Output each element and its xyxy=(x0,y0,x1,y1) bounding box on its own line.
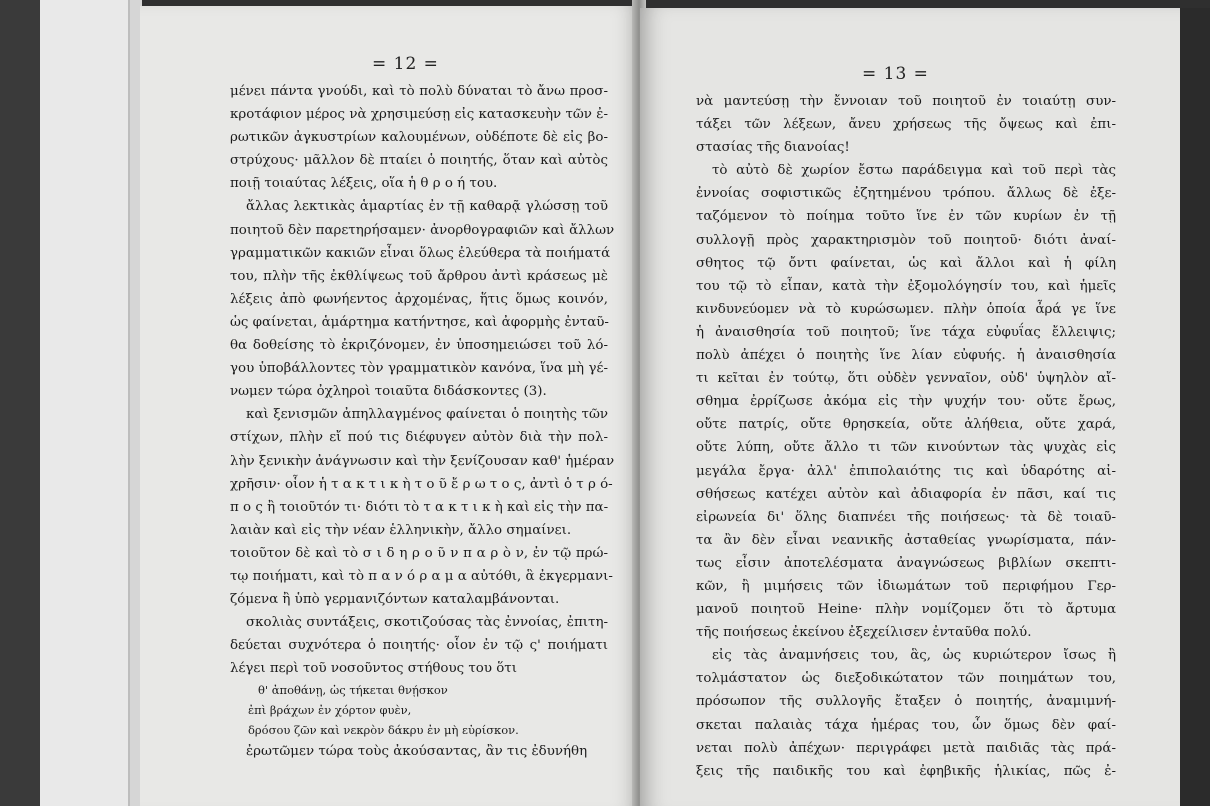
text-line: του, πλὴν τῆς ἐκθλίψεως τοῦ ἄρθρου ἀντὶ κράσεως μὲ xyxy=(230,268,608,284)
text-line: γραμματικῶν κακιῶν εἶναι ὅλως ἐλεύθερα τὰ ποιήματά xyxy=(230,245,611,261)
text-line: θα δοθείσης τὸ ἐκριζόνομεν, ἐν ὑποσημειώσει τοῦ λό- xyxy=(230,338,608,354)
text-line: τολμάστατον ὡς διεξοδικώτατον τῶν ποιημάτων του, xyxy=(696,671,1116,687)
text-line: νεται πολὺ ἀπέχων· περιγράφει μετὰ παιδιᾶς τὰς πρά- xyxy=(696,740,1116,756)
text-line: στασίας τῆς διανοίας! xyxy=(696,140,850,156)
text-line: π ο ς ἢ τοιοῦτόν τι· διότι τὸ τ α κ τ ι κ ὴ καὶ εἰς τὴν πα- xyxy=(230,499,609,515)
text-line: σκολιὰς συντάξεις, σκοτιζούσας τὰς ἐννοίας, ἐπιτη- xyxy=(246,615,608,631)
text-line: δεύεται συχνότερα ὁ ποιητής· οἷον ἐν τῷ ς' ποιήματι xyxy=(230,638,608,654)
text-line: ὡς φαίνεται, ἁμάρτημα κατήντησε, καὶ ἀφορμὴς ἐνταῦ- xyxy=(230,314,609,330)
text-line: εἰς τὰς ἀναμνήσεις του, ἃς, ὡς κυριώτερον ἴσως ἢ xyxy=(712,648,1116,664)
text-line: λὴν ξενικὴν ἀνάγνωσιν καὶ τὴν ξενίζουσαν καθ' ἡμέραν xyxy=(230,453,615,469)
text-line: τως εἶσιν ἀποτελέσματα ἀναγνώσεως βιβλίων σκεπτι- xyxy=(696,555,1116,571)
verse-line: θ' ἀποθάνῃ, ὡς τήκεται θνῄσκον xyxy=(258,683,448,698)
text-line: μένει πάντα γνούδι, καὶ τὸ πολὺ δύναται τὸ ἄνω προσ- xyxy=(230,84,608,99)
text-line: ἐρωτῶμεν τώρα τοὺς ἀκούσαντας, ἂν τις ἐδυνήθη xyxy=(246,744,588,760)
text-line: τῆς ποιήσεως ἐκείνου ἐξεχείλισεν ἐνταῦθα πολύ. xyxy=(696,625,1032,641)
text-line: ποιῇ τοιαύτας λέξεις, οἵα ἡ θ ρ ο ή του. xyxy=(230,176,498,192)
text-line: τάξει τῶν λέξεων, ἄνευ χρήσεως τῆς ὄψεως καὶ ἐπι- xyxy=(696,117,1116,133)
page-number: = 13 = xyxy=(862,64,929,84)
text-line: τοιοῦτον δὲ καὶ τὸ σ ι δ η ρ ο ῦ ν π α ρ ὸ ν, ἐν τῷ πρώ- xyxy=(230,545,608,561)
text-line: ρωτικῶν ἀγκυστρίων καλουμένων, οὐδέποτε δὲ εἰς βο- xyxy=(230,130,608,146)
book-cover-edge xyxy=(1180,8,1210,806)
text-line: κροτάφιον μέρος νὰ χρησιμεύσῃ εἰς κατασκευὴν τῶν ἐ- xyxy=(230,107,608,123)
verse-line: δρόσου ζῶν καὶ νεκρὸν δάκρυ ἐν μὴ εὑρίσκον. xyxy=(248,723,519,738)
text-line: ξεις τῆς παιδικῆς του καὶ ἐφηβικῆς ἡλικίας, πῶς ἐ- xyxy=(696,763,1116,779)
text-line: κινδυνεύομεν νὰ τὸ κυρώσωμεν. πλὴν ὁποία ἆρά γε ἵνε xyxy=(696,301,1116,317)
text-line: συλλογῇ πρὸς χαρακτηρισμὸν τοῦ ποιητοῦ· διότι ἀναί- xyxy=(696,232,1116,248)
page-body xyxy=(230,80,615,764)
text-line: τα ἂν δὲν εἶναι νεανικῆς ἀσταθείας γνωρίσματα, πάν- xyxy=(696,532,1116,548)
page-body xyxy=(696,90,1116,783)
text-line: στρύχους· μᾶλλον δὲ πταίει ὁ ποιητής, ὅταν καὶ αὐτὸς xyxy=(230,153,608,169)
text-line: νὰ μαντεύσῃ τὴν ἔννοιαν τοῦ ποιητοῦ ἐν τοιαύτῃ συν- xyxy=(696,94,1116,109)
text-line: καὶ ξενισμῶν ἀπηλλαγμένος φαίνεται ὁ ποιητὴς τῶν xyxy=(246,407,608,423)
text-line: ἄλλας λεκτικὰς ἁμαρτίας ἐν τῇ καθαρᾷ γλώσσῃ τοῦ xyxy=(246,199,608,215)
verse-line: ἐπὶ βράχων ἐν χόρτον φυὲν, xyxy=(248,703,412,718)
text-line: τι κεῖται ἐν τούτῳ, ὅτι οὐδὲν γενναῖον, οὐδ' ὑψηλὸν αἴ- xyxy=(696,371,1116,387)
text-line: λέξεις ἀπὸ φωνήεντος ἀρχομένας, ἥτις ὅμως κοινόν, xyxy=(230,291,608,307)
scan-background xyxy=(0,0,40,806)
text-line: ἡ ἀναισθησία τοῦ ποιητοῦ; ἵνε τάχα εὐφυΐας ἔλλειψις; xyxy=(696,324,1116,340)
text-line: νωμεν τώρα ὀχληροὶ τοιαῦτα διδάσκοντες (3). xyxy=(230,384,547,400)
text-line: πρόσωπον τῆς συλλογῆς ἔταξεν ὁ ποιητής, ἀναμιμνή- xyxy=(696,694,1116,710)
text-line: ταζόμενον τὸ ποίημα τοῦτο ἵνε ἐν τῶν κυρίων ἐν τῇ xyxy=(696,209,1116,225)
text-line: μανοῦ ποιητοῦ Heine· πλὴν νομίζομεν ὅτι τὸ ἄρτυμα xyxy=(696,602,1116,618)
text-line: μεγάλα ἔργα· ἀλλ' ἐπιπολαιότης τις καὶ ὑδαρότης αἰ- xyxy=(696,463,1116,479)
page-number: = 12 = xyxy=(372,54,439,74)
text-line: σκεται παλαιὰς τάχα ἡμέρας του, ὧν ὅμως δὲν φαί- xyxy=(696,717,1116,733)
text-line: ποιητοῦ δὲν παρετηρήσαμεν· ἀνορθογραφιῶν καὶ ἄλλων xyxy=(230,222,615,238)
text-line: σθήσεως κατέχει αὐτὸν καὶ ἀδιαφορία ἐν πᾶσι, καί τις xyxy=(696,486,1116,502)
text-line: ἐννοίας σοφιστικῶς ἐζητημένου τρόπου. ἄλλως δὲ ἐξε- xyxy=(696,186,1116,202)
text-line: τῳ ποιήματι, καὶ τὸ π α ν ό ρ α μ α αὐτόθι, ἃ ἐκγερμανι- xyxy=(230,568,613,584)
right-page xyxy=(640,8,1180,806)
text-line: σθημα ἐρρίζωσε ἀκόμα εἰς τὴν ψυχήν του· οὔτε ἔρως, xyxy=(696,394,1116,410)
text-line: κῶν, ἢ μιμήσεις τῶν ἰδιωμάτων τοῦ περιφήμου Γερ- xyxy=(696,578,1116,594)
text-line: ζόμενα ἢ ὑπὸ γερμανιζόντων καταλαμβάνονται. xyxy=(230,592,560,608)
text-line: οὔτε πατρίς, οὔτε θρησκεία, οὔτε ἀλήθεια, οὔτε χαρά, xyxy=(696,417,1116,433)
text-line: του τῷ τὸ εἶπαν, κατὰ τὴν ἐξομολόγησίν του, καὶ ἡμεῖς xyxy=(696,278,1116,294)
text-line: σθητος τῷ ὄντι φαίνεται, ὡς καὶ ἄλλοι καὶ ἡ φίλη xyxy=(696,255,1116,271)
text-line: στίχων, πλὴν εἴ πού τις διέφυγεν αὐτὸν διὰ τὴν πολ- xyxy=(230,430,608,446)
text-line: χρῆσιν· οἷον ἡ τ α κ τ ι κ ὴ τ ο ῦ ἔ ρ ω τ ο ς, ἀντὶ ὁ τ ρ ό- xyxy=(230,476,613,492)
left-page xyxy=(140,6,638,806)
text-line: οὔτε λύπη, οὔτε ἄλλο τι τῶν κινούντων τὰς ψυχὰς εἰς xyxy=(696,440,1116,456)
scanner-bed-strip xyxy=(40,0,128,806)
text-line: εἰρωνεία δι' ὅλης διαπνέει τῆς ποιήσεως· τὰ δὲ τοιαῦ- xyxy=(696,509,1116,525)
text-line: πολὺ ἀπέχει ὁ ποιητὴς ἵνε λίαν εὐφυής. ἡ ἀναισθησία xyxy=(696,348,1116,364)
text-line: λαιὰν καὶ εἰς τὴν νέαν ἑλληνικὴν, ἄλλο σημαίνει. xyxy=(230,522,572,538)
text-line: λέγει περὶ τοῦ νοσοῦντος στήθους του ὅτι xyxy=(230,661,517,677)
text-line: γου ὑποβάλλοντες τὸν γραμματικὸν κανόνα, ἵνα μὴ γέ- xyxy=(230,361,608,377)
text-line: τὸ αὐτὸ δὲ χωρίον ἔστω παράδειγμα καὶ τοῦ περὶ τὰς xyxy=(712,163,1116,179)
